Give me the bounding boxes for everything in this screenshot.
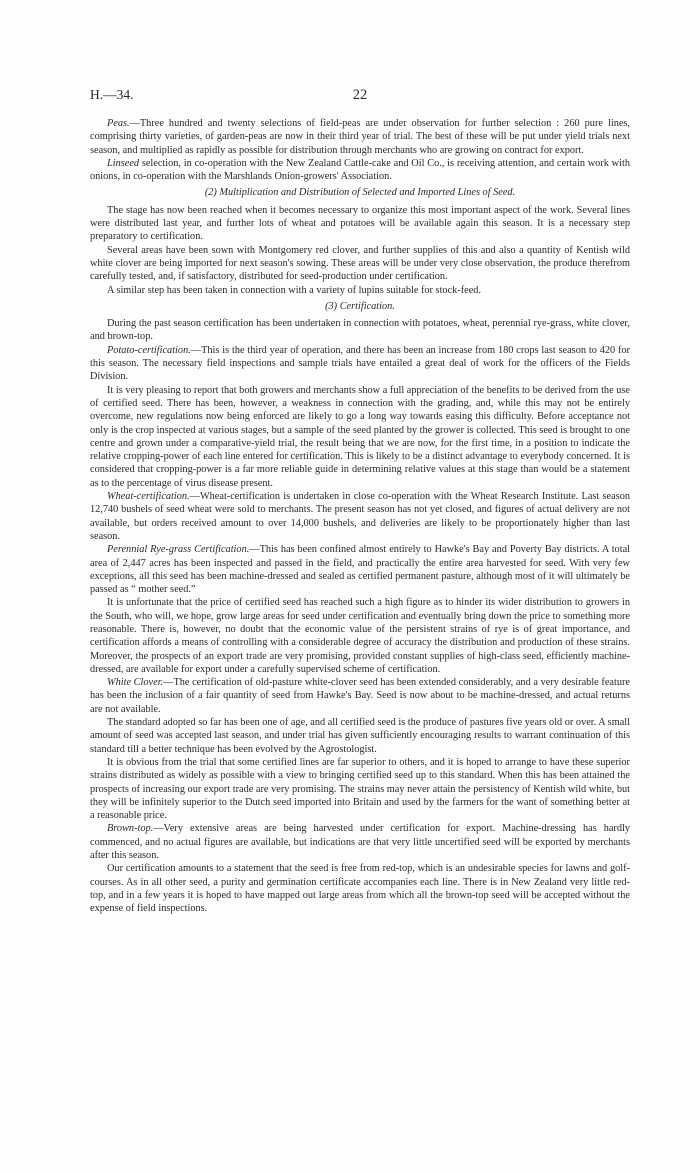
page-number: 22 [352, 87, 368, 103]
run-in-heading: White Clover. [107, 677, 164, 689]
paragraph-rye-grass-certification: Perennial Rye-grass Certification.—This has been confined almost entirely to Hawke's Bay and Poverty Bay districts. A total area of 2,447 acres has been inspected and passed in the field, and practically the entire area harvested for seed. With very few exceptions, all this seed has been machine-dressed and sealed as certified permanent pasture, although most of it will ultimately be passed as “ mother seed.” [90, 544, 631, 596]
page-header [90, 87, 630, 107]
report-reference: H.—34. [90, 87, 134, 102]
paragraph: Our certification amounts to a statement that the seed is free from red-top, which is an undesirable species for lawns and golf-courses. As in all other seed, a purity and germination certificate accompanies each line. There is in New Zealand very little red-top, and in a few years it is hoped to have mapped out large areas from which all the brown-top seed will be accepted without the expense of field inspections. [90, 863, 630, 915]
paragraph-peas: Peas.—Three hundred and twenty selections of field-peas are under observation for further selection : 260 pure lines, comprising thirty varieties, of garden-peas are now in their third year of trial. The best of these will be put under yield trials next season, and multiplied as rapidly as possible for distribution through merchants who are growing on contract for export. [90, 118, 630, 156]
paragraph: It is unfortunate that the price of certified seed has reached such a high figure as to hinder its wider distribution to growers in the South, who will, we hope, grow large areas for seed under certification and eventually bring down the price to something more reasonable. There is, however, no doubt that the economic value of the persistent strains of rye is of great importance, and certification affords a means of controlling with a considerable degree of accuracy the distribution and production of these strains. Moreover, the prospects of an export trade are very promising, provided constant supplies of high-class seed, efficiently machine-dressed, are available for export under a carefully supervised scheme of certification. [90, 597, 630, 675]
section-heading-certification: (3) Certification. [325, 300, 395, 312]
paragraph-white-clover: White Clover.—The certification of old-pasture white-clover seed has been extended considerably, and a very desirable feature has been the inclusion of a fair quantity of seed from Hawke's Bay. Seed is now about to be machine-dressed, and actual returns are not available. [90, 677, 630, 715]
paragraph: The stage has now been reached when it becomes necessary to organize this most important aspect of the work. Several lines were distributed last year, and further lots of wheat and potatoes will be available again this season. It is a necessary step preparatory to certification. [90, 204, 630, 243]
run-in-heading: Wheat-certification. [107, 491, 190, 503]
paragraph: A similar step has been taken in connection with a variety of lupins suitable for stock-feed. [107, 284, 482, 296]
run-in-heading: Potato-certification. [107, 344, 191, 356]
paragraph: The standard adopted so far has been one of age, and all certified seed is the produce of pastures five years old or over. A small amount of seed was accepted last season, and under trial has given sufficiently encouraging results to warrant continuation of this standard till a better technique has been evolved by the Agrostologist. [90, 717, 630, 755]
paragraph: It is obvious from the trial that some certified lines are far superior to others, and it is hoped to arrange to have these superior strains distributed as widely as possible with a view to bringing certified seed up to this standard. When this has been attained the prospects of increasing our export trade are very promising. The strains may never attain the persistency of Kentish wild white, but they will be infinitely superior to the Dutch seed imported into Britain and used by the farmers for the want of something better at a reasonable price. [90, 756, 630, 822]
paragraph-wheat-certification: Wheat-certification.—Wheat-certification is undertaken in close co-operation with the Wheat Research Institute. Last season 12,740 bushels of seed wheat were sold to merchants. The present season has not yet closed, and figures of actual delivery are not available, but orders received amount to over 14,000 bushels, and deliveries are likely to be proportionately higher than last season. [90, 491, 630, 542]
paragraph: Several areas have been sown with Montgomery red clover, and further supplies of this and also a quantity of Kentish wild white clover are being imported for next season's sowing. These areas will be under very close observation, the produce therefrom carefully tested, and, if satisfactory, distributed for seed-production under certification. [90, 244, 630, 283]
paragraph-linseed: Linseed selection, in co-operation with the New Zealand Cattle-cake and Oil Co., is receiving attention, and certain work with onions, in co-operation with the Marshlands Onion-growers' Association. [90, 157, 630, 183]
run-in-heading: Peas. [107, 118, 130, 129]
section-heading-multiplication: (2) Multiplication and Distribution of Selected and Imported Lines of Seed. [204, 187, 516, 199]
run-in-heading: Linseed [107, 157, 140, 169]
run-in-heading: Perennial Rye-grass Certification. [107, 544, 250, 556]
paragraph-potato-certification: Potato-certification.—This is the third year of operation, and there has been an increase from 180 crops last season to 420 for this season. The necessary field inspections and sample trials have entailed a great deal of work for the officers of the Fields Division. [90, 344, 630, 383]
paragraph: During the past season certification has been undertaken in connection with potatoes, wheat, perennial rye-grass, white clover, and brown-top. [90, 318, 630, 343]
body-text [90, 117, 630, 916]
run-in-heading: Brown-top. [107, 823, 154, 835]
paragraph-brown-top: Brown-top.—Very extensive areas are being harvested under certification for export. Machine-dressing has hardly commenced, and no actual figures are available, but indications are that very little uncertified seed will be exported by merchants after this season. [90, 823, 630, 862]
paragraph: It is very pleasing to report that both growers and merchants show a full appreciation of the benefits to be derived from the use of certified seed. There has been, however, a weakness in connection with the grading, and, while this may not be entirely overcome, new regulations now being enforced are likely to go a long way towards easing this difficulty. Before acceptance not only is the crop inspected at various stages, but a sample of the seed planted by the grower is collected. This seed is brought to one centre and grown under a comparative-yield trial, the result being that we are now, for the first time, in a position to indicate the relative cropping-power of each line entered for certification. This is likely to be a distinct advantage to everybody concerned. It is considered that cropping-power is a far more reliable guide in determining relative values at this stage than would be a statement as to the percentage of virus disease present. [90, 384, 630, 489]
